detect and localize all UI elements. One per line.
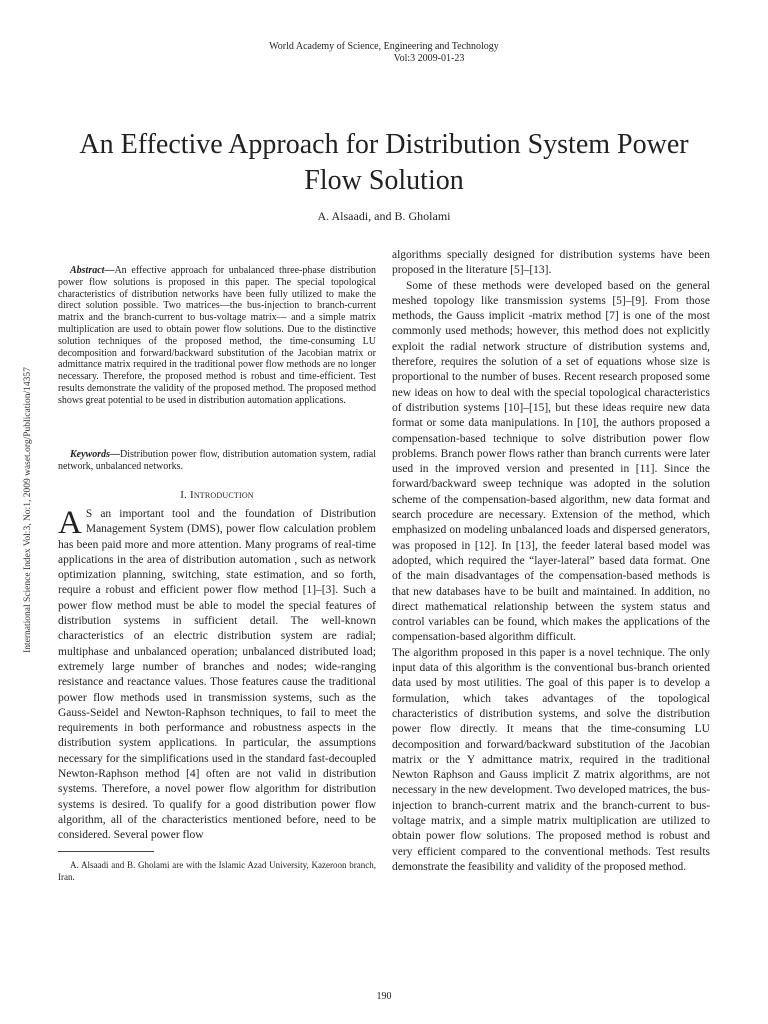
volume-info: Vol:3 2009-01-23	[393, 53, 465, 64]
section-heading-introduction: I. Introduction	[180, 489, 254, 501]
author-footnote: A. Alsaadi and B. Gholami are with the Islamic Azad University, Kazeroon branch, Iran.	[58, 860, 376, 882]
drop-cap: A	[58, 505, 82, 541]
abstract	[58, 265, 376, 407]
right-paragraph-2: Some of these methods were developed based on the general meshed topology like transmission systems [5]–[9]. From those methods, the Gauss implicit -matrix method [7] is one of the most commonly used methods; however, this method does not explicitly exploit the radial network structure of distribution systems and, therefore, requires the solution of a set of equations whose size is proportional to the number of buses. Recent research proposed some new ideas on how to deal with the special topological characteristics of distribution systems [10]–[15], but these ideas require new data format or some data manipulations. In [10], the authors proposed a compensation-based technique to solve distribution power flow problems. Branch power flows rather than branch currents were later used in the improved version and presented in [11]. Since the forward/backward sweep technique was adopted in the solution scheme of the compensation-based algorithm, new data format and search procedure are necessary. Extension of the method, which emphasized on modeling unbalanced loads and dispersed generators, was proposed in [12]. In [13], the feeder lateral based model was adopted, which required the “layer-lateral” based data format. One of the main disadvantages of the compensation-based methods is that new databases have to be built and maintained. In addition, no direct mathematical relationship between the system status and control variables can be found, which makes the applications of the compensation-based algorithm difficult.	[392, 279, 710, 644]
introduction-text	[58, 507, 376, 844]
footnote-rule	[58, 851, 154, 852]
publisher-name: World Academy of Science, Engineering and Technology	[269, 41, 499, 52]
keywords	[58, 449, 376, 473]
right-column-text	[392, 248, 710, 875]
paper-title: An Effective Approach for Distribution System Power Flow Solution	[79, 129, 689, 196]
abstract-label: Abstract—	[70, 265, 115, 276]
right-paragraph-3: The algorithm proposed in this paper is a novel technique. The only input data of this algorithm is the conventional bus-branch oriented data used by most utilities. The goal of this paper is to develop a formulation, which takes advantages of the topological characteristics of distribution systems, and solve the distribution power flow directly. It means that the time-consuming LU decomposition and forward/backward substitution of the Jacobian matrix or the Y admittance matrix, required in the traditional Newton Raphson and Gauss implicit Z matrix algorithms, are not necessary in the new development. Two developed matrices, the bus-injection to branch-current matrix and the branch-current to bus-voltage matrix, and a simple matrix multiplication are utilized to obtain power flow solutions. The proposed method is robust and very efficient compared to the conventional methods. Test results demonstrate the feasibility and validity of the proposed method.	[392, 646, 711, 873]
journal-header	[0, 41, 768, 65]
abstract-text: An effective approach for unbalanced three-phase distribution power flow solutions is proposed in this paper. The special topological characteristics of distribution networks have been fully utilized to make the direct solution possible. Two matrices—the bus-injection to branch-current matrix and the branch-current to bus-voltage matrix— and a simple matrix multiplication are used to obtain power flow solutions. Due to the distinctive solution techniques of the proposed method, the time-consuming LU decomposition and forward/backward substitution of the Jacobian matrix or admittance matrix required in the traditional power flow methods are no longer necessary. Therefore, the proposed method is robust and time-efficient. Test results demonstrate the validity of the proposed method. The proposed method shows great potential to be used in distribution automation applications.	[58, 265, 376, 406]
page-number: 190	[376, 991, 392, 1002]
paper-authors: A. Alsaadi, and B. Gholami	[317, 209, 451, 223]
side-index-stamp: International Science Index Vol:3, No:1, 2009 waset.org/Publication/14357	[23, 367, 33, 653]
keywords-label: Keywords—	[70, 449, 120, 460]
right-paragraph-1: algorithms specially designed for distribution systems have been proposed in the literature [5]–[13].	[392, 249, 710, 277]
keywords-text: Distribution power flow, distribution automation system, radial network, unbalanced networks.	[58, 449, 376, 472]
intro-paragraph: S an important tool and the foundation of Distribution Management System (DMS), power flow calculation problem has been paid more and more attention. Many programs of real-time applications in the area of distribution automation , such as network optimization planning, switching, state estimation, and so forth, require a robust and efficient power flow method [1]–[3]. Such a power flow method must be able to model the special features of distribution systems in sufficient detail. The well-known characteristics of an electric distribution system are radial; multiphase and unbalanced operation; unbalanced distributed load; extremely large number of branches and nodes; wide-ranging resistance and reactance values. Those features cause the traditional power flow methods used in transmission systems, such as the Gauss-Seidel and Newton-Raphson techniques, to fail to meet the requirements in both performance and robustness aspects in the distribution system applications. In particular, the assumptions necessary for the simplifications used in the standard fast-decoupled Newton-Raphson method [4] often are not valid in distribution systems. Therefore, a novel power flow algorithm for distribution systems is desired. To qualify for a good distribution power flow algorithm, all of the characteristics mentioned before, need to be considered. Several power flow	[58, 508, 376, 842]
